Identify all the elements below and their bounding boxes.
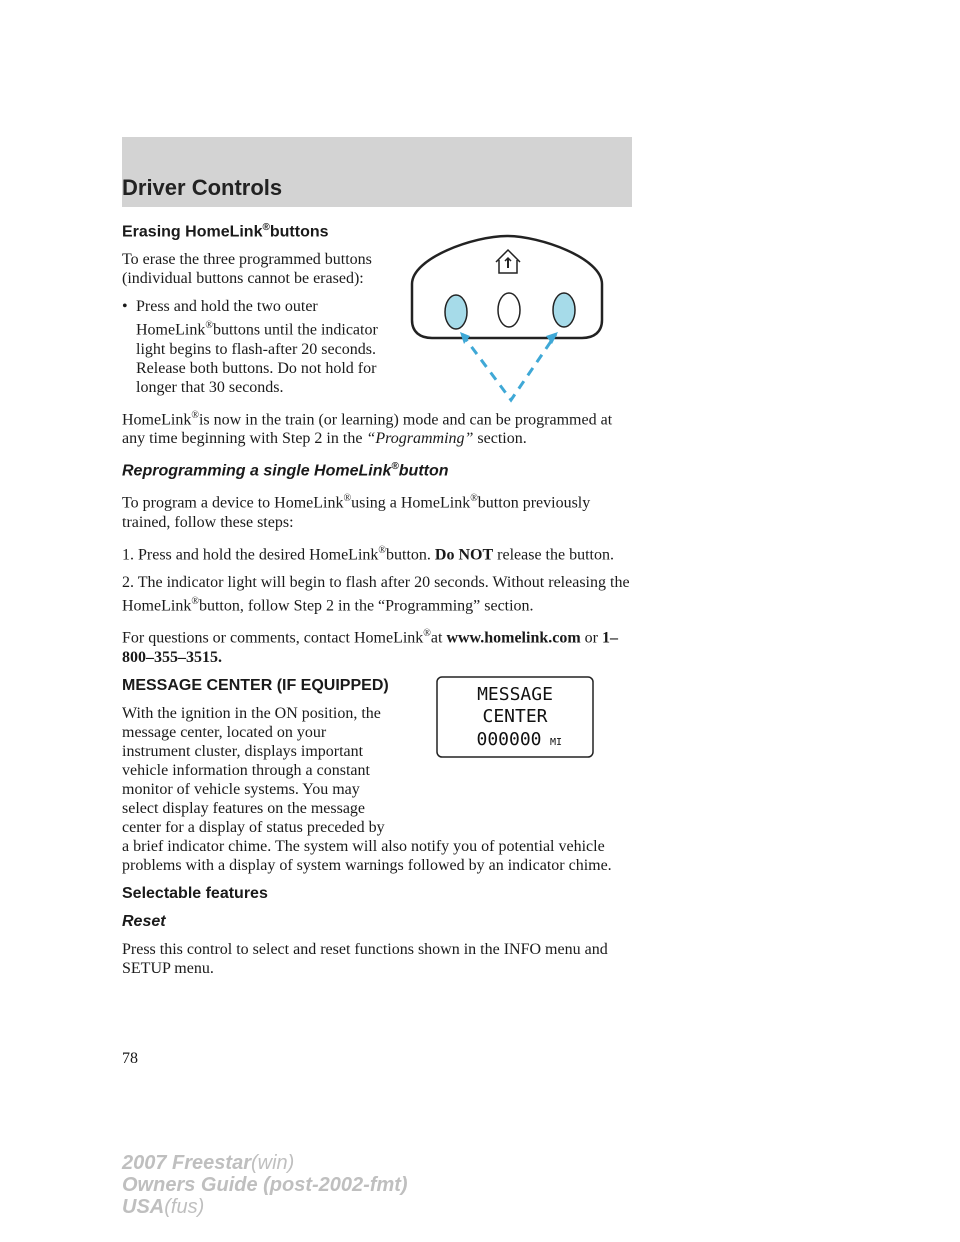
reprogram-contact: For questions or comments, contact HomeLink®at www.homelink.com or 1–800–355–3515. <box>122 628 618 666</box>
message-center-heading: MESSAGE CENTER (IF EQUIPPED) <box>122 676 389 694</box>
page-number: 78 <box>122 1050 138 1067</box>
page-content <box>122 218 634 987</box>
erase-bullet-item: • Press and hold the two outer HomeLink®buttons until the indicator light begins to flash-after 20 seconds. Release both buttons. Do not hold for longer that 30 seconds. <box>122 298 378 396</box>
chapter-title: Driver Controls <box>122 175 283 200</box>
erase-heading: Erasing HomeLink®buttons <box>122 222 329 241</box>
reprogram-step-2: 2. The indicator light will begin to flash after 20 seconds. Without releasing the HomeLink®button, follow Step 2 in the “Programming” section. <box>122 573 630 615</box>
homelink-phone: 1–800–355–3515. <box>122 629 618 666</box>
message-center-body: With the ignition in the ON position, the message center, located on your instrument cluster, displays important vehicle information through a constant monitor of vehicle systems. You may select display features on the message center for a display of status preceded by a brief indicator chime. The system will also notify you of potential vehicle problems with a display of system warnings followed by an indicator chime. <box>122 704 634 875</box>
display-line-1: MESSAGE <box>477 684 553 705</box>
reset-heading: Reset <box>122 912 166 930</box>
reprogram-heading: Reprogramming a single HomeLink®button <box>122 460 449 480</box>
display-unit: MI <box>550 737 563 748</box>
erase-intro: To erase the three programmed buttons (individual buttons cannot be erased): <box>122 251 372 288</box>
selectable-features-heading: Selectable features <box>122 884 268 902</box>
document-footer: 2007 Freestar(win) Owners Guide (post-2002-fmt) USA(fus) <box>122 1152 408 1218</box>
homelink-website: www.homelink.com <box>446 629 581 647</box>
display-line-3: 000000 <box>476 729 542 750</box>
figure-spacer <box>394 704 634 837</box>
bullet-marker: • <box>122 298 128 316</box>
display-line-2: CENTER <box>482 706 548 727</box>
chapter-header-band <box>122 137 632 207</box>
reprogram-intro: To program a device to HomeLink®using a HomeLink®button previously trained, follow these steps: <box>122 493 591 531</box>
erase-after: HomeLink®is now in the train (or learning) mode and can be programmed at any time beginning with Step 2 in the “Programming” section. <box>122 409 613 447</box>
reset-body: Press this control to select and reset functions shown in the INFO menu and SETUP menu. <box>122 940 608 977</box>
reprogram-step-1: 1. Press and hold the desired HomeLink®button. Do NOT release the button. <box>122 544 614 563</box>
